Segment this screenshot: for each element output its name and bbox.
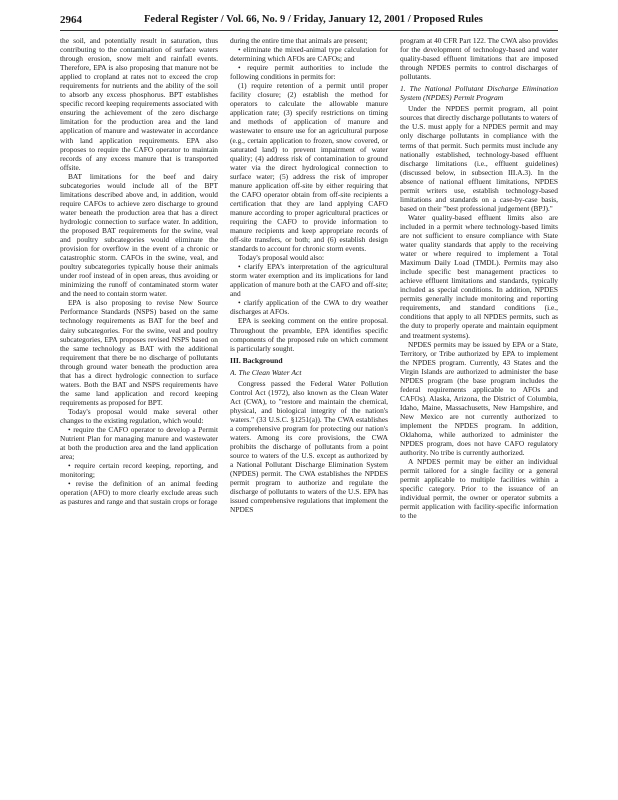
bullet-item: • eliminate the mixed-animal type calculation for determining which AFOs are CAFOs; and: [230, 45, 388, 64]
paragraph: Under the NPDES permit program, all point sources that directly discharge pollutants to waters of the U.S. must apply for a NPDES permit and may only discharge pollutants in compliance with the terms of that permit. Such permits must include any nationally established, technology-based effluent discharge limitations (i.e., effluent guidelines) (discussed below, in subsection III.A.3). In the absence of national effluent limitations, NPDES permit writers use, establish technology-based limitations and standards on a case-by-case basis, based on their "best professional judgement (BPJ).": [400, 104, 558, 213]
paragraph: A NPDES permit may be either an individual permit tailored for a single facility or a general permit applicable to multiple facilities within a specific category. Prior to the issuance of an individual permit, the owner or operator submits a permit application with facility-specific information to the: [400, 457, 558, 521]
bullet-item: • revise the definition of an animal feeding operation (AFO) to more clearly exclude areas such as pastures and range and that sustain crops or forage: [60, 479, 218, 507]
paragraph: Today's proposal would make several other changes to the existing regulation, which would:: [60, 406, 218, 425]
subsection-heading: A. The Clean Water Act: [230, 367, 302, 377]
paragraph: EPA is also proposing to revise New Source Performance Standards (NSPS) based on the same technology requirements as BAT for the beef and dairy subcategories. For the swine, veal and poultry subcategories, EPA proposes revised NSPS based on the same technology as BAT with the additional requirement that there be no discharge of pollutants through ground water beneath the production area that has a direct hydrologic connection to surface waters. Both the BAT and NSPS requirements have the same land application and record keeping requirements as proposed for BPT.: [60, 298, 218, 407]
bullet-item: • require certain record keeping, reporting, and monitoring;: [60, 461, 218, 480]
running-title: Federal Register / Vol. 66, No. 9 / Friday, January 12, 2001 / Proposed Rules: [144, 14, 483, 25]
header-rule: [60, 30, 558, 31]
text-columns: [60, 36, 558, 771]
paragraph: BAT limitations for the beef and dairy subcategories would include all of the BPT limitations described above and, in addition, would require CAFOs to achieve zero discharge to ground water beneath the production area that has a direct hydrologic connection to surface water. In addition, the proposed BAT requirements for the swine, veal and poultry subcategories would eliminate the provision for overflow in the event of a chronic or catastrophic storm. CAFOs in the swine, veal, and poultry subcategories typically house their animals under roof instead of in open areas, thus avoiding or minimizing the runoff of contaminated storm water and the need to contain storm water.: [60, 171, 218, 299]
paragraph: NPDES permits may be issued by EPA or a State, Territory, or Tribe authorized by EPA to implement the NPDES program. Currently, 43 States and the Virgin Islands are authorized to administer the base NPDES program (the base program includes the federal requirements applicable to AFOs and CAFOs). Alaska, Arizona, the District of Columbia, Idaho, Maine, Massachusetts, New Hampshire, and New Mexico are not currently authorized to implement the NPDES program. In addition, Oklahoma, while authorized to administer the NPDES program, does not have CAFO regulatory authority. No tribe is currently authorized.: [400, 339, 558, 458]
bullet-item: • require the CAFO operator to develop a Permit Nutrient Plan for managing manure and wastewater at both the production area and the land application area;: [60, 425, 218, 462]
paragraph: the soil, and potentially result in saturation, thus contributing to the contamination of surface waters through erosion, snow melt and rainfall events. Therefore, EPA is also proposing that manure not be applied to cropland at rates not to exceed the crop requirements for nutrients and the ability of the soil to absorb any excess phosphorus. BPT establishes specific record keeping requirements associated with ensuring the achievement of the zero discharge limitation for the production area and the land application of manure and wastewater in accordance with land application requirements. EPA also proposes to require the CAFO operator to maintain records of any excess manure that is transported offsite.: [60, 36, 218, 172]
bullet-item: • clarify EPA's interpretation of the agricultural storm water exemption and its implications for land application of manure both at the CAFO and off-site; and: [230, 262, 388, 299]
running-header: [60, 14, 558, 30]
column-1: [60, 36, 218, 771]
paragraph: program at 40 CFR Part 122. The CWA also provides for the development of technology-based and water quality-based effluent limitations that are imposed through NPDES permits to control discharges of pollutants.: [400, 36, 558, 82]
bullet-item: • require permit authorities to include the following conditions in permits for:: [230, 63, 388, 82]
paragraph: Congress passed the Federal Water Pollution Control Act (1972), also known as the Clean Water Act (CWA), to "restore and maintain the chemical, physical, and biological integrity of the nation's waters." (33 U.S.C. §1251(a)). The CWA establishes a comprehensive program for protecting our nation's waters. Among its core provisions, the CWA prohibits the discharge of pollutants from a point source to waters of the U.S. except as authorized by a National Pollutant Discharge Elimination System (NPDES) permit. The CWA establishes the NPDES permit program to authorize and regulate the discharge of pollutants to waters of the U.S. EPA has issued comprehensive regulations that implement the NPDES: [230, 378, 388, 515]
subsection-heading: 1. The National Pollutant Discharge Elimination System (NPDES) Permit Program: [400, 84, 558, 103]
section-heading: III. Background: [230, 355, 283, 365]
page-number: 2964: [60, 14, 82, 26]
paragraph: during the entire time that animals are present;: [230, 36, 368, 45]
column-2: [230, 36, 388, 771]
bullet-item: • clarify application of the CWA to dry weather discharges at AFOs.: [230, 298, 388, 317]
paragraph: Water quality-based effluent limits also are included in a permit where technology-based limits are not sufficient to ensure compliance with State water quality standards that apply to the receiving water or where required to implement a Total Maximum Daily Load (TMDL). Permits may also include specific best management practices to achieve effluent limitations and standards, typically included as special conditions. In addition, NPDES permits generally include monitoring and reporting requirements, and standard conditions (i.e., conditions that apply to all NPDES permits, such as the duty to properly operate and maintain equipment and treatment systems).: [400, 212, 558, 340]
paragraph: Today's proposal would also:: [238, 253, 325, 263]
paragraph: (1) require retention of a permit until proper facility closure; (2) establish the method for operators to calculate the allowable manure application rate; (3) specify restrictions on timing and methods of application of manure and wastewater to ensure use for an agricultural purpose (e.g., certain application to frozen, snow covered, or saturated land) to prevent impairment of water quality; (4) address risk of contamination to ground water via the direct hydrological connection to surface water; (5) address the risk of improper manure application off-site by either requiring that the CAFO operator obtain from off-site recipients a certification that they are land applying CAFO manure according to proper agricultural practices or requiring the CAFO to provide information to manure recipients and keep appropriate records of off-site transfers, or both; and (6) establish design standards to account for chronic storm events.: [230, 81, 388, 254]
column-3: [400, 36, 558, 771]
paragraph: EPA is seeking comment on the entire proposal. Throughout the preamble, EPA identifies specific components of the proposed rule on which comment is particularly sought.: [230, 316, 388, 353]
